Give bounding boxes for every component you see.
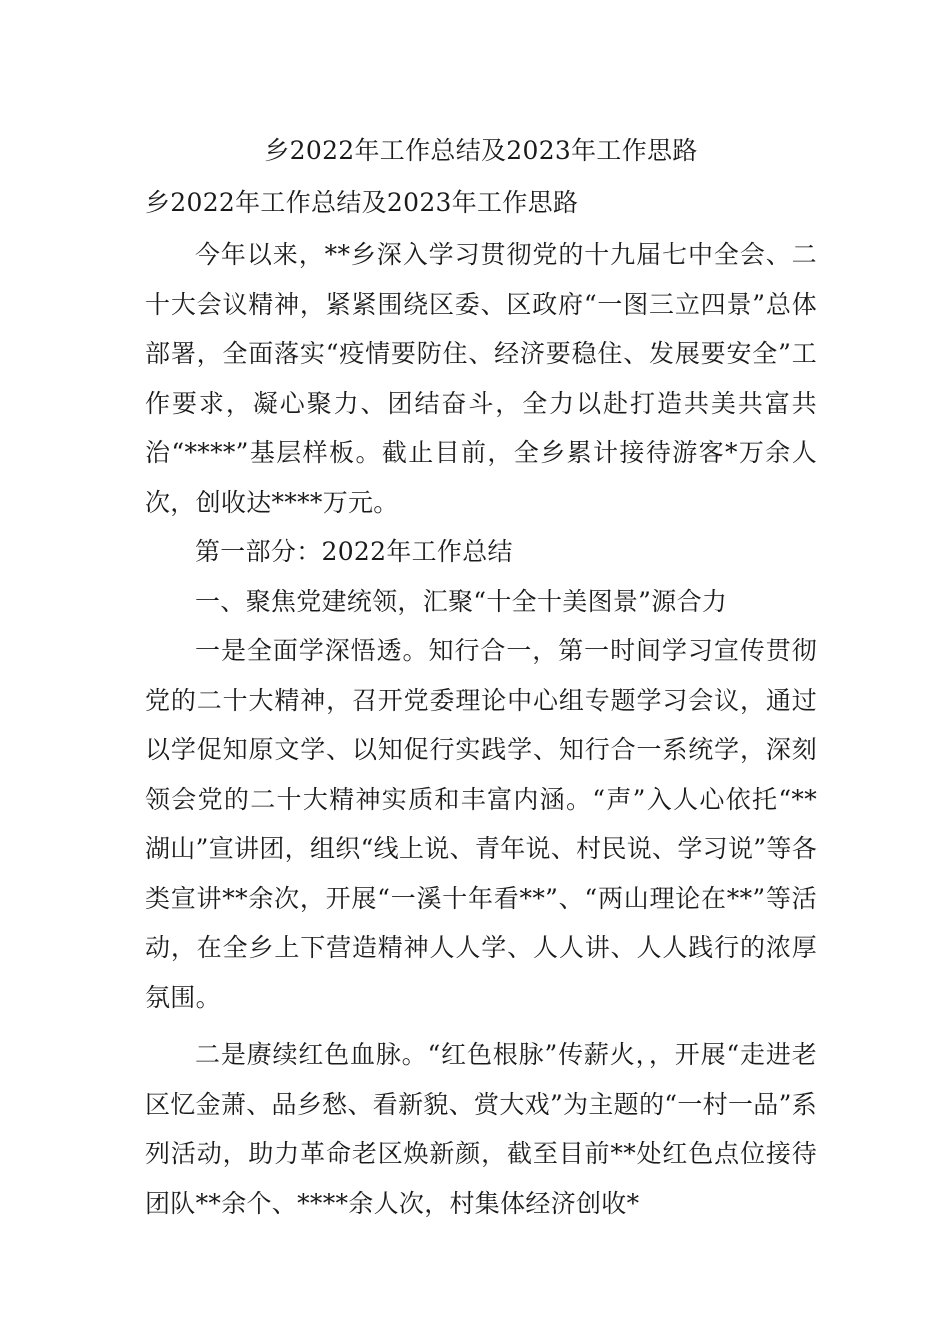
paragraph-red-heritage: 二是赓续红色血脉。“红色根脉”传薪火，，开展“走进老区忆金萧、品乡愁、看新貌、赏大戏”为主题的“一村一品”系列活动，助力革命老区焕新颜，截至目前**处红色点位接待团队**余个、****余人次，村集体经济创收*	[145, 1040, 817, 1218]
document-body	[145, 128, 817, 1228]
document-title: 乡2022年工作总结及2023年工作思路	[264, 136, 698, 165]
paragraph-intro: 今年以来，**乡深入学习贯彻党的十九届七中全会、二十大会议精神，紧紧围绕区委、区政府“一图三立四景”总体部署，全面落实“疫情要防住、经济要稳住、发展要安全”工作要求，凝心聚力、团结奋斗，全力以赴打造共美共富共治“****”基层样板。截止目前，全乡累计接待游客*万余人次，创收达****万元。	[145, 240, 817, 517]
section-heading-part-one: 第一部分：2022年工作总结	[195, 537, 513, 566]
section-heading-party-building: 一、聚焦党建统领，汇聚“十全十美图景”源合力	[195, 586, 728, 616]
paragraph-study: 一是全面学深悟透。知行合一，第一时间学习宣传贯彻党的二十大精神，召开党委理论中心组专题学习会议，通过以学促知原文学、以知促行实践学、知行合一系统学，深刻领会党的二十大精神实质和丰富内涵。“声”入人心依托“**湖山”宣讲团，组织“线上说、青年说、村民说、学习说”等各类宣讲**余次，开展“一溪十年看**”、“两山理论在**”等活动，在全乡上下营造精神人人学、人人讲、人人践行的浓厚氛围。	[145, 636, 817, 1012]
document-subtitle: 乡2022年工作总结及2023年工作思路	[145, 188, 579, 217]
